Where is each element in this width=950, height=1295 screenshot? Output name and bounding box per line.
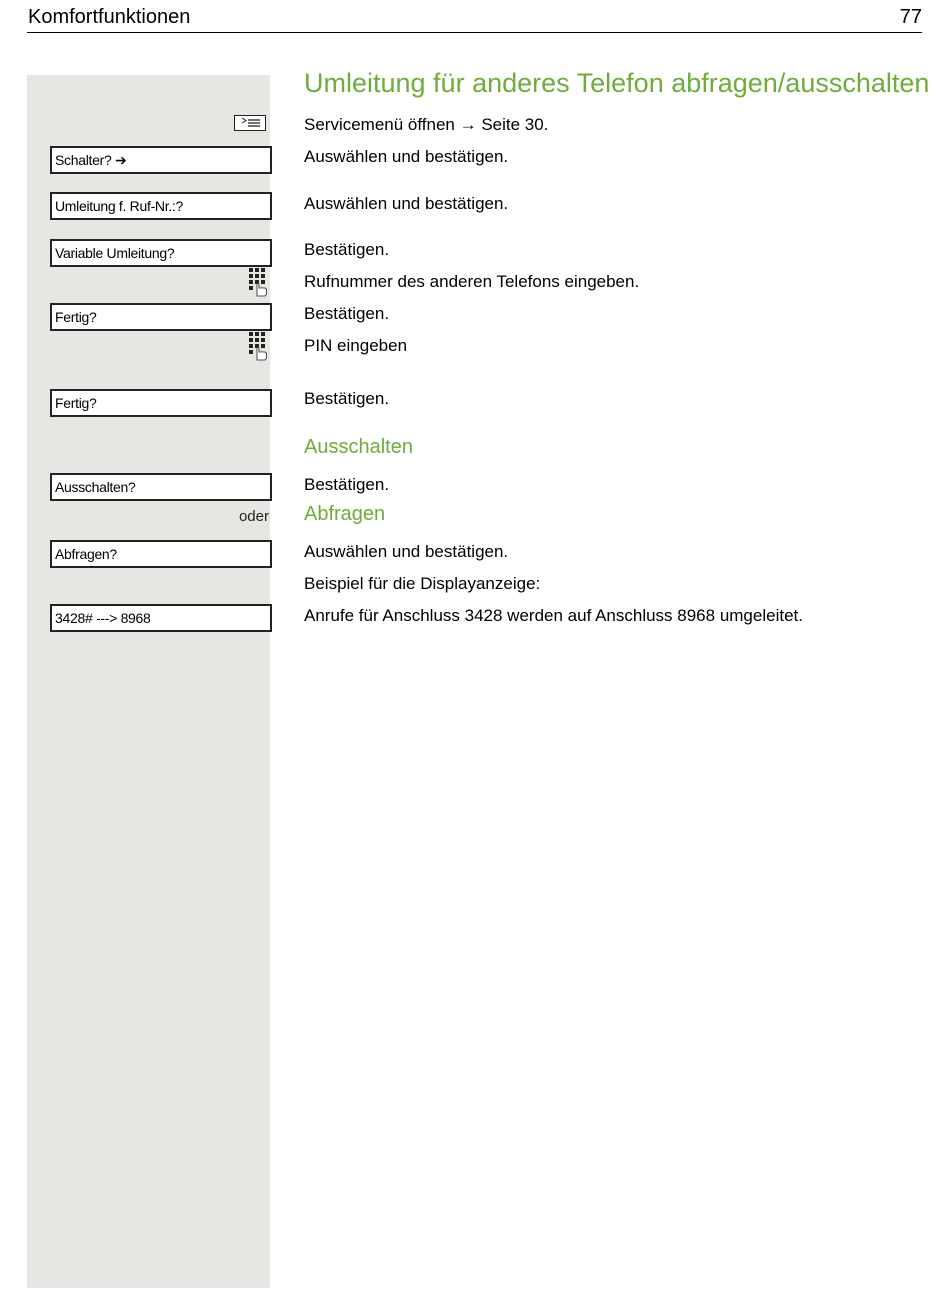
display-abfragen[interactable]: Abfragen? <box>50 540 272 568</box>
step-text: Bestätigen. <box>304 389 390 408</box>
step-text: Auswählen und bestätigen. <box>304 147 509 166</box>
keypad-icon <box>248 267 268 297</box>
keypad-icon <box>248 331 268 361</box>
step-text: Auswählen und bestätigen. <box>304 194 509 213</box>
menu-key-icon <box>234 115 266 131</box>
example-text: Anrufe für Anschluss 3428 werden auf Anschluss 8968 umgeleitet. <box>304 606 803 625</box>
step-text: PIN eingeben <box>304 336 408 355</box>
display-example: 3428# ---> 8968 <box>50 604 272 632</box>
step-text: Bestätigen. <box>304 240 390 259</box>
page-number: 77 <box>899 6 922 28</box>
step-text: Bestätigen. <box>304 304 390 323</box>
section-title: Umleitung für anderes Telefon abfragen/ausschalten <box>304 68 930 98</box>
display-fertig[interactable]: Fertig? <box>50 303 272 331</box>
oder-label: oder <box>238 508 269 525</box>
header-rule <box>27 32 922 33</box>
display-variable-umleitung[interactable]: Variable Umleitung? <box>50 239 272 267</box>
running-header-title: Komfortfunktionen <box>28 6 191 28</box>
step-text: Rufnummer des anderen Telefons eingeben. <box>304 272 640 291</box>
heading-abfragen: Abfragen <box>304 503 386 525</box>
example-label: Beispiel für die Displayanzeige: <box>304 574 541 593</box>
display-schalter[interactable]: Schalter? ➔ <box>50 146 272 174</box>
step-text: Auswählen und bestätigen. <box>304 542 509 561</box>
heading-ausschalten: Ausschalten <box>304 436 413 458</box>
step-text: Bestätigen. <box>304 475 390 494</box>
display-ausschalten[interactable]: Ausschalten? <box>50 473 272 501</box>
display-umleitung-ruf-nr[interactable]: Umleitung f. Ruf-Nr.:? <box>50 192 272 220</box>
step-text: Servicemenü öffnen → Seite 30. <box>304 115 549 134</box>
display-fertig[interactable]: Fertig? <box>50 389 272 417</box>
